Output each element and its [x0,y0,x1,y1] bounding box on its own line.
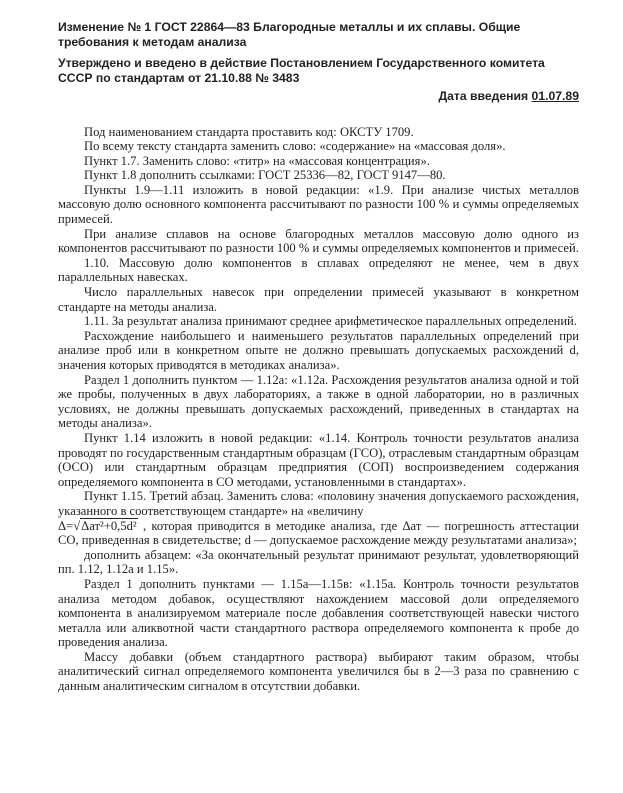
paragraph: По всему тексту стандарта заменить слово: «содержание» на «массовая доля». [84,139,506,154]
paragraph: 1.11. За результат анализа принимают среднее арифметическое параллельных определений. [84,314,577,329]
paragraph: Число параллельных навесок при определении примесей указывают в конкретном стандарте на методы анализа. [58,285,579,314]
paragraph: Пункт 1.14 изложить в новой редакции: «1.14. Контроль точности результатов анализа проводят по государственным стандартным образцам (ГСО), отраслевым стандартным образцам (ОСО) или стандартным образцам предприятия (СОП) воспроизведением содержания определяемого компонента в СО методами, установленными в стандартах». [58,430,579,489]
formula-explanation: , которая приводится в методике анализа, где Δат — погрешность аттестации СО, приведенная в свидетельстве; d — допускаемое расхождение между результатами анализа»; [58,518,579,548]
amendment-title: Изменение № 1 ГОСТ 22864—83 Благородные металлы и их сплавы. Общие требования к методам анализа [58,20,521,49]
delta-formula [58,518,138,533]
formula-lhs: Δ= [58,518,74,533]
paragraph: Раздел 1 дополнить пунктом — 1.12а: «1.12а. Расхождения результатов анализа одной и той же пробы, полученных в двух лабораториях, а также в одной лаборатории, но в различных условиях, не должны превышать допускаемых расхождений, приведенных в стандартах на методы анализа». [58,372,579,431]
approval-note: Утверждено и введено в действие Постановлением Государственного комитета СССР по стандартам от 21.10.88 № 3483 [58,56,545,85]
paragraph: Пункт 1.7. Заменить слово: «титр» на «массовая концентрация». [84,153,430,168]
paragraph: Пункт 1.15. Третий абзац. Заменить слова: «половину значения допускаемого расхождения, указанного в соответствующем стандарте» на «величину [58,489,579,518]
paragraph: дополнить абзацем: «За окончательный результат принимают результат, удовлетворяющий пп. 1.12, 1.12а и 1.15». [58,547,579,577]
paragraph: Под наименованием стандарта проставить код: ОКСТУ 1709. [84,124,414,139]
formula-paragraph [58,519,579,548]
effective-date-value: 01.07.89 [531,89,579,103]
effective-date [58,89,579,104]
paragraph: Пункт 1.8 дополнить ссылками: ГОСТ 25336—82, ГОСТ 9147—80. [84,168,446,183]
sqrt-sign-icon: √ [73,518,81,533]
paragraph: Массу добавки (объем стандартного раствора) выбирают таким образом, чтобы аналитический сигнал определяемого компонента увеличился бы в 2—3 раза по сравнению с данным аналитическим сигналом в отсутствии добавки. [58,649,579,694]
effective-date-label: Дата введения [438,89,529,103]
paragraph: Пункты 1.9—1.11 изложить в новой редакции: «1.9. При анализе чистых металлов массовую долю основного компонента рассчитывают по разности 100 % и суммы определяемых примесей. [58,182,579,227]
paragraph: При анализе сплавов на основе благородных металлов массовую долю одного из компонентов рассчитывают по разности 100 % и суммы определяемых компонентов и примесей. [58,226,579,256]
formula-radicand: Δат²+0,5d² [81,518,137,533]
document-header [58,20,579,104]
paragraph: Раздел 1 дополнить пунктами — 1.15а—1.15в: «1.15а. Контроль точности результатов анализа методом добавок, осуществляют нахождением массовой доли определяемого компонента в анализируемом материале после добавления соответствующей навески чистого металла или аликвотной части стандартного раствора определяемого компонента к пробе до проведения анализа. [58,576,579,650]
document-body [58,125,579,694]
paragraph: 1.10. Массовую долю компонентов в сплавах определяют не менее, чем в двух параллельных навесках. [58,255,579,285]
paragraph: Расхождение наибольшего и наименьшего результатов параллельных определений при анализе проб или в конкретном опыте не должно превышать допускаемых расхождений d, значения которых приводятся в методиках анализа». [58,328,579,372]
